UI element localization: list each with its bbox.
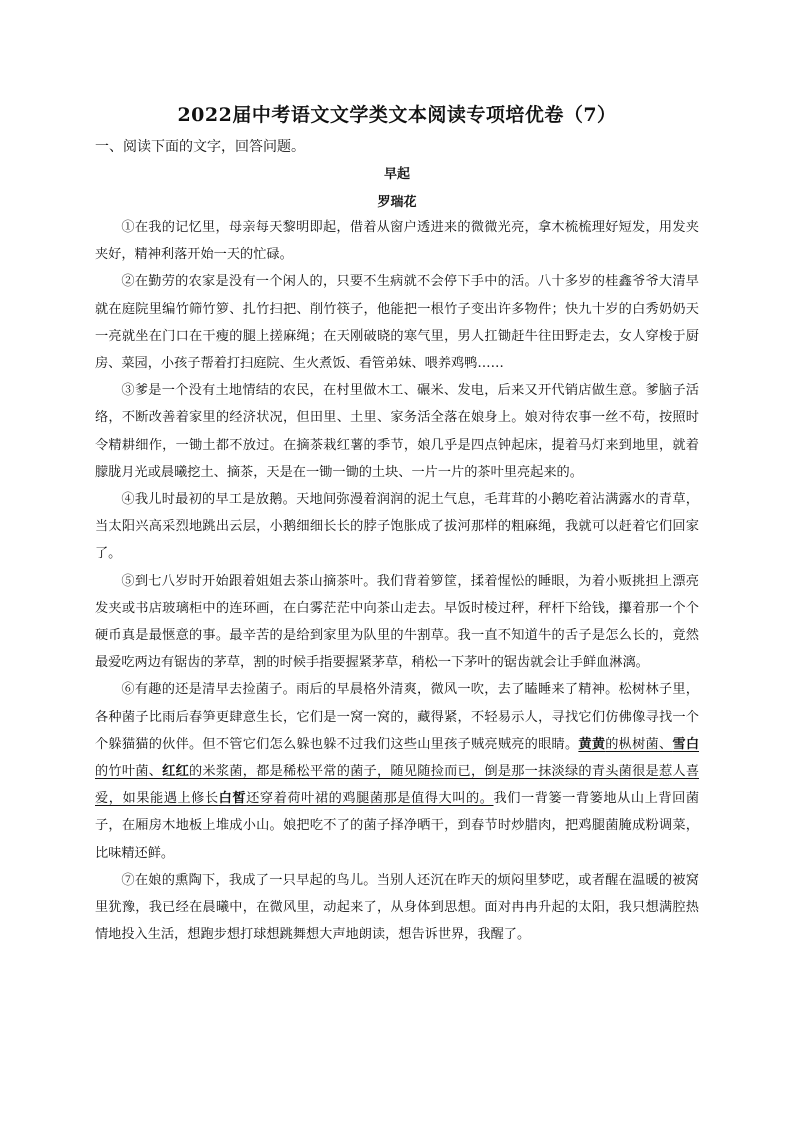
paragraph-5: ⑤到七八岁时开始跟着姐姐去茶山摘茶叶。我们背着箩筐，揉着惺忪的睡眼，为着小贩挑担上漂亮发夹或书店玻璃柜中的连环画，在白雾茫茫中向茶山走去。早饭时棱过秤，秤杆下给钱，攥着那一个个硬币真是最惬意的事。最辛苦的是给到家里为队里的牛割草。我一直不知道牛的舌子是怎么长的，竟然最爱吃两边有锯齿的茅草，割的时候手指要握紧茅草，稍松一下茅叶的锯齿就会让手鲜血淋漓。 — [95, 573, 699, 671]
bold-word-fair: 白皙 — [218, 791, 247, 807]
bold-word-yellow: 黄黄 — [578, 736, 606, 752]
paragraph-6 — [95, 676, 699, 866]
bold-word-red: 红红 — [162, 764, 189, 780]
paragraph-6-end: 我们一背篓一背篓地从山上背回菌子，在厢房木地板上堆成小山。娘把吃不了的菌子择净晒干，到春节时炒腊肉，把鸡腿菌腌成粉调菜，比味精还鲜。 — [95, 791, 700, 861]
paragraph-3: ③爹是一个没有土地情结的农民，在村里做木工、碾米、发电，后来又开代销店做生意。爹脑子活络，不断改善着家里的经济状况，但田里、土里、家务活全落在娘身上。娘对待农事一丝不苟，按照时令精耕细作，一锄土都不放过。在摘茶栽红薯的季节，娘几乎是四点钟起床，提着马灯来到地里，就着朦胧月光或晨曦挖土、摘茶，天是在一锄一锄的土块、一片一片的茶叶里亮起来的。 — [95, 383, 699, 480]
underlined-sentence: 黄黄的枞树菌、雪白的竹叶菌、红红的米浆菌，都是稀松平常的菌子，随见随捡而已，倒是那一抹淡绿的青头菌很是惹人喜爱，如果能遇上修长白皙还穿着荷叶裙的鸡腿菌那是值得大叫的。 — [95, 736, 700, 807]
paragraph-4: ④我儿时最初的早工是放鹅。天地间弥漫着润润的泥土气息，毛茸茸的小鹅吃着沾满露水的青草，当太阳兴高采烈地跳出云层，小鹅细细长长的脖子饱胀成了拔河那样的粗麻绳，我就可以赶着它们回家了。 — [95, 492, 699, 562]
section-heading: 一、阅读下面的文字，回答问题。 — [95, 139, 305, 155]
paragraph-1: ①在我的记忆里，母亲每天黎明即起，借着从窗户透进来的微微光亮，拿木梳梳理好短发，用发夹夹好，精神利落开始一天的忙碌。 — [95, 220, 699, 263]
paragraph-7: ⑦在娘的熏陶下，我成了一只早起的鸟儿。当别人还沉在昨天的烦闷里梦呓，或者醒在温暖的被窝里犹豫，我已经在晨曦中，在微风里，动起来了，从身体到思想。面对冉冉升起的太阳，我只想满腔热情地投入生活，想跑步想打球想跳舞想大声地朗读，想告诉世界，我醒了。 — [95, 872, 699, 943]
essay-title: 早起 — [383, 167, 410, 182]
document-title: 2022届中考语文文学类文本阅读专项培优卷（7） — [177, 104, 617, 126]
bold-word-white: 雪白 — [672, 736, 700, 752]
paragraph-6-intro: ⑥有趣的还是清早去捡菌子。雨后的早晨格外清爽，微风一吹，去了瞌睡来了精神。松树林子里，各种菌子比雨后春笋更肆意生长，它们是一窝一窝的，藏得紧，不轻易示人，寻找它们仿佛像寻找一个个躲猫猫的伙伴。但不管它们怎么躲也躲不过我们这些山里孩子贼亮贼亮的眼睛。 — [95, 682, 699, 752]
essay-author: 罗瑞花 — [377, 195, 417, 210]
paragraph-2: ②在勤劳的农家是没有一个闲人的，只要不生病就不会停下手中的活。八十多岁的桂鑫爷爷大清早就在庭院里编竹筛竹箩、扎竹扫把、削竹筷子，他能把一根竹子变出许多物件；快九十岁的白秀奶奶天一亮就坐在门口在干瘦的腿上搓麻绳；在天刚破晓的寒气里，男人扛锄赶牛往田野走去，女人穿梭于厨房、菜园，小孩子帮着打扫庭院、生火煮饭、看管弟妹、喂养鸡鸭…… — [95, 274, 699, 372]
essay-body — [95, 214, 699, 948]
